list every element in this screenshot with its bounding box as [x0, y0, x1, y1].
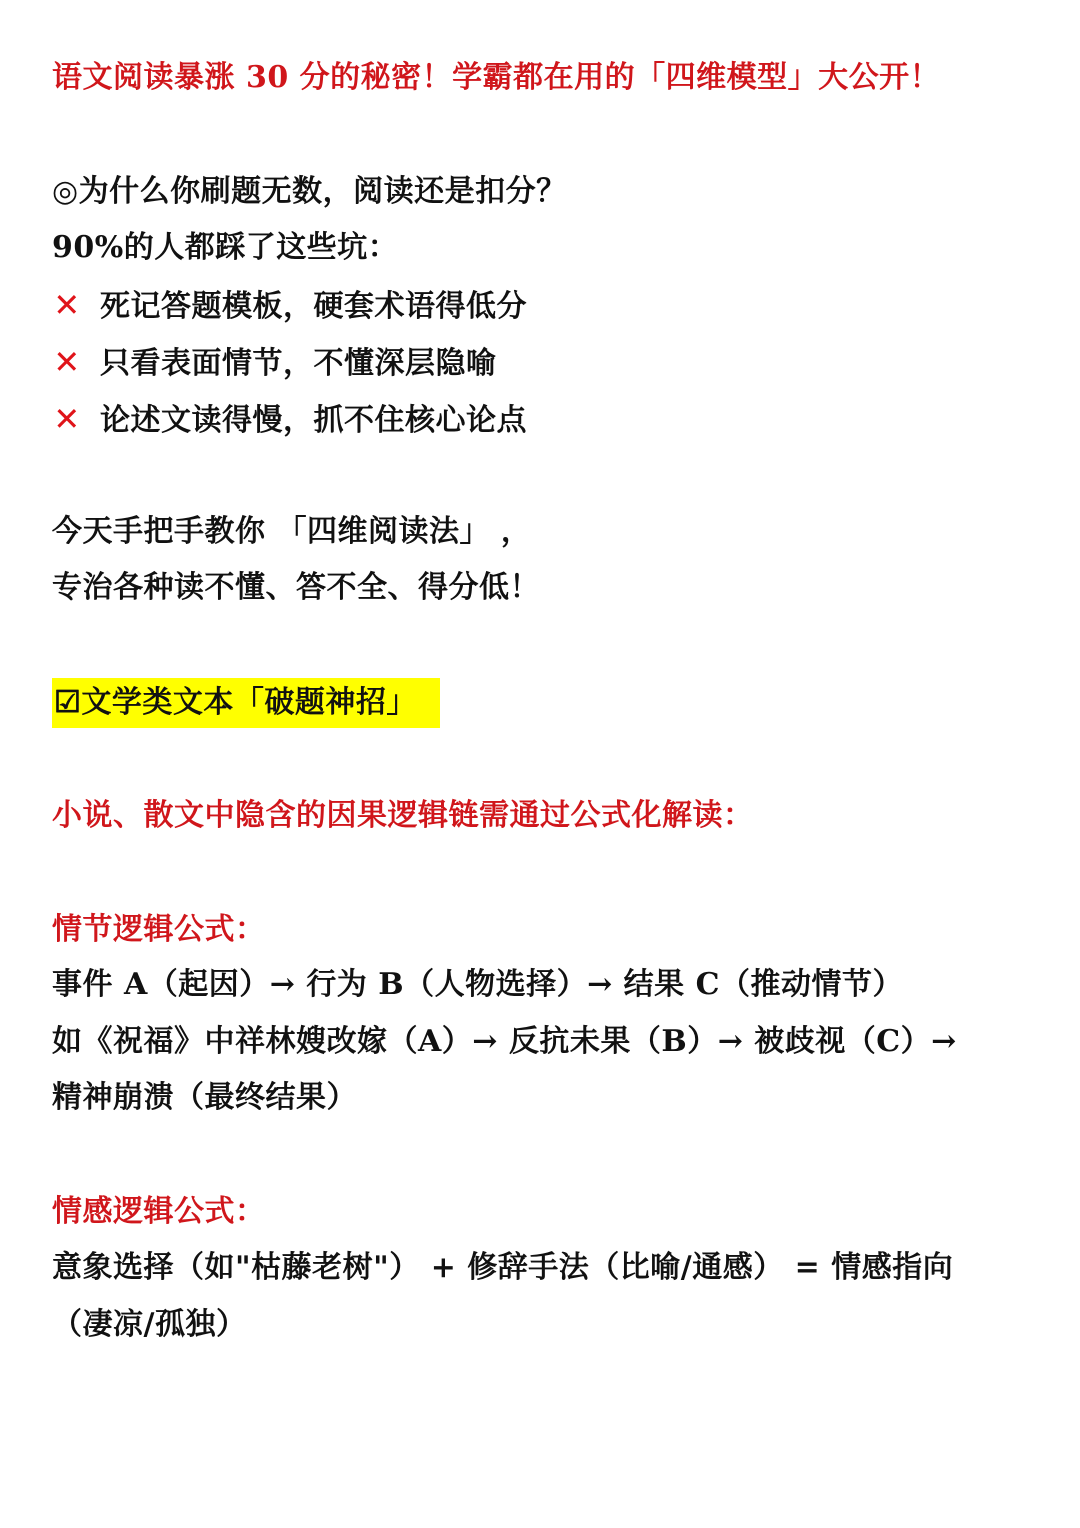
emotion-formula-line-1: 意象选择（如"枯藤老树"） + 修辞手法（比喻/通感） = 情感指向	[52, 1250, 954, 1285]
pitfall-lead: 90%的人都踩了这些坑：	[52, 230, 399, 265]
pitfall-item	[52, 342, 497, 384]
section-subheading: 小说、散文中隐含的因果逻辑链需通过公式化解读：	[52, 798, 754, 833]
plot-example-line-1: 如《祝福》中祥林嫂改嫁（A）→ 反抗未果（B）→ 被歧视（C）→	[52, 1024, 957, 1059]
intro-question: ◎为什么你刷题无数，阅读还是扣分？	[52, 174, 567, 209]
emotion-formula-line-2: （凄凉/孤独）	[52, 1307, 247, 1342]
teach-line-1: 今天手把手教你 「四维阅读法」 ，	[52, 514, 532, 549]
pitfall-item	[52, 285, 527, 327]
pitfall-text: 论述文读得慢，抓不住核心论点	[100, 403, 527, 438]
cross-mark-icon: ✕	[53, 343, 81, 381]
plot-example-line-2: 精神崩溃（最终结果）	[52, 1080, 357, 1115]
cross-mark-icon: ✕	[53, 400, 81, 438]
pitfall-text: 只看表面情节，不懂深层隐喻	[100, 346, 497, 381]
cross-mark-icon: ✕	[53, 286, 81, 324]
teach-line-2: 专治各种读不懂、答不全、得分低！	[52, 570, 540, 605]
plot-formula-label: 情节逻辑公式：	[52, 912, 266, 947]
page-title: 语文阅读暴涨 30 分的秘密！学霸都在用的「四维模型」大公开！	[52, 60, 941, 95]
section-heading: ☑文学类文本「破题神招」	[54, 685, 417, 720]
plot-formula: 事件 A（起因）→ 行为 B（人物选择）→ 结果 C（推动情节）	[52, 967, 904, 1002]
pitfall-item	[52, 399, 527, 441]
pitfall-text: 死记答题模板，硬套术语得低分	[100, 289, 527, 324]
emotion-formula-label: 情感逻辑公式：	[52, 1194, 266, 1229]
